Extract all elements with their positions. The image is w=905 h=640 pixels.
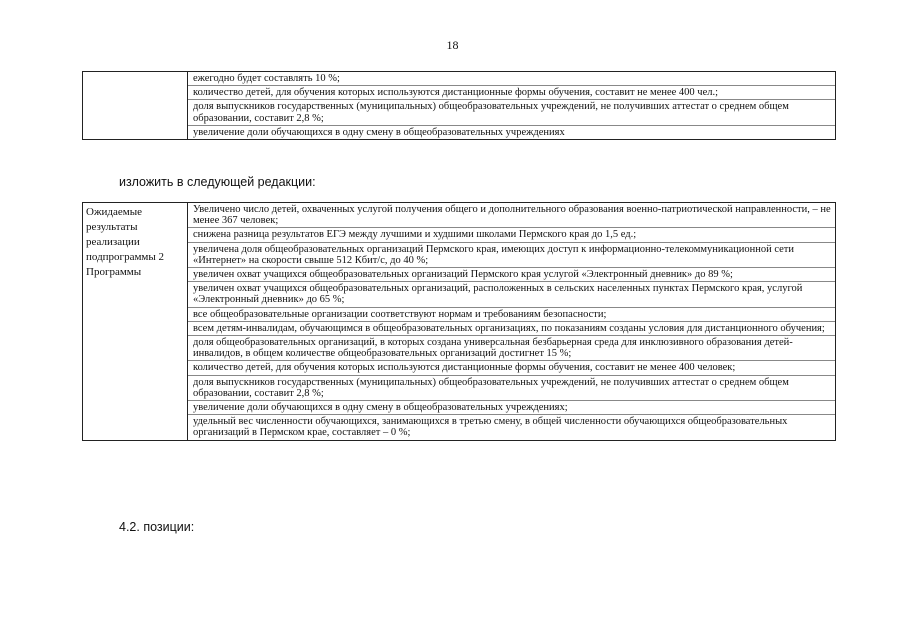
section-heading: изложить в следующей редакции: (119, 175, 316, 189)
list-item: доля выпускников государственных (муниципальных) общеобразовательных учреждений, не получивших аттестат о среднем общем образовании, составит 2,8 %; (188, 375, 835, 400)
list-item: все общеобразовательные организации соответствуют нормам и требованиям безопасности; (188, 307, 835, 321)
list-item: снижена разница результатов ЕГЭ между лучшими и худшими школами Пермского края до 1,5 ед.; (188, 227, 835, 241)
section-heading-positions: 4.2. позиции: (119, 520, 195, 534)
list-item: увеличение доли обучающихся в одну смену в общеобразовательных учреждениях (188, 125, 835, 139)
table2-left-cell: Ожидаемые результаты реализации подпрограммы 2 Программы (83, 203, 188, 441)
list-item: увеличен охват учащихся общеобразовательных организаций Пермского края услугой «Электронный дневник» до 89 %; (188, 267, 835, 281)
table-new-edition (82, 202, 836, 441)
list-item: увеличен охват учащихся общеобразовательных организаций, расположенных в сельских населенных пунктах Пермского края, услугой «Электронный дневник» до 65 %; (188, 281, 835, 306)
table1-right-cell (188, 72, 836, 140)
table1-left-cell (83, 72, 188, 140)
list-item: количество детей, для обучения которых используются дистанционные формы обучения, составит не менее 400 человек; (188, 360, 835, 374)
list-item: ежегодно будет составлять 10 %; (193, 73, 340, 84)
list-item: доля выпускников государственных (муниципальных) общеобразовательных учреждений, не получивших аттестат о среднем общем образовании, составит 2,8 %; (188, 99, 835, 124)
table2-right-cell (188, 203, 836, 441)
list-item: увеличена доля общеобразовательных организаций Пермского края, имеющих доступ к информационно-телекоммуникационной сети «Интернет» на скорости свыше 512 Кбит/с, до 40 %; (188, 242, 835, 267)
list-item: Увеличено число детей, охваченных услугой получения общего и дополнительного образования военно-патриотической направленности, – не менее 367 человек; (193, 204, 831, 227)
list-item: доля общеобразовательных организаций, в которых создана универсальная безбарьерная среда для инклюзивного образования детей-инвалидов, в общем количестве общеобразовательных организаций достигнет 15 %; (188, 335, 835, 360)
list-item: количество детей, для обучения которых используются дистанционные формы обучения, составит не менее 400 чел.; (188, 85, 835, 99)
list-item: удельный вес численности обучающихся, занимающихся в третью смену, в общей численности обучающихся общеобразовательных организаций в Пермском крае, составляет – 0 %; (188, 414, 835, 439)
list-item: увеличение доли обучающихся в одну смену в общеобразовательных учреждениях; (188, 400, 835, 414)
table-continued (82, 71, 836, 140)
list-item: всем детям-инвалидам, обучающимся в общеобразовательных организациях, по показаниям созданы условия для дистанционного обучения; (188, 321, 835, 335)
page-number: 18 (446, 38, 459, 52)
